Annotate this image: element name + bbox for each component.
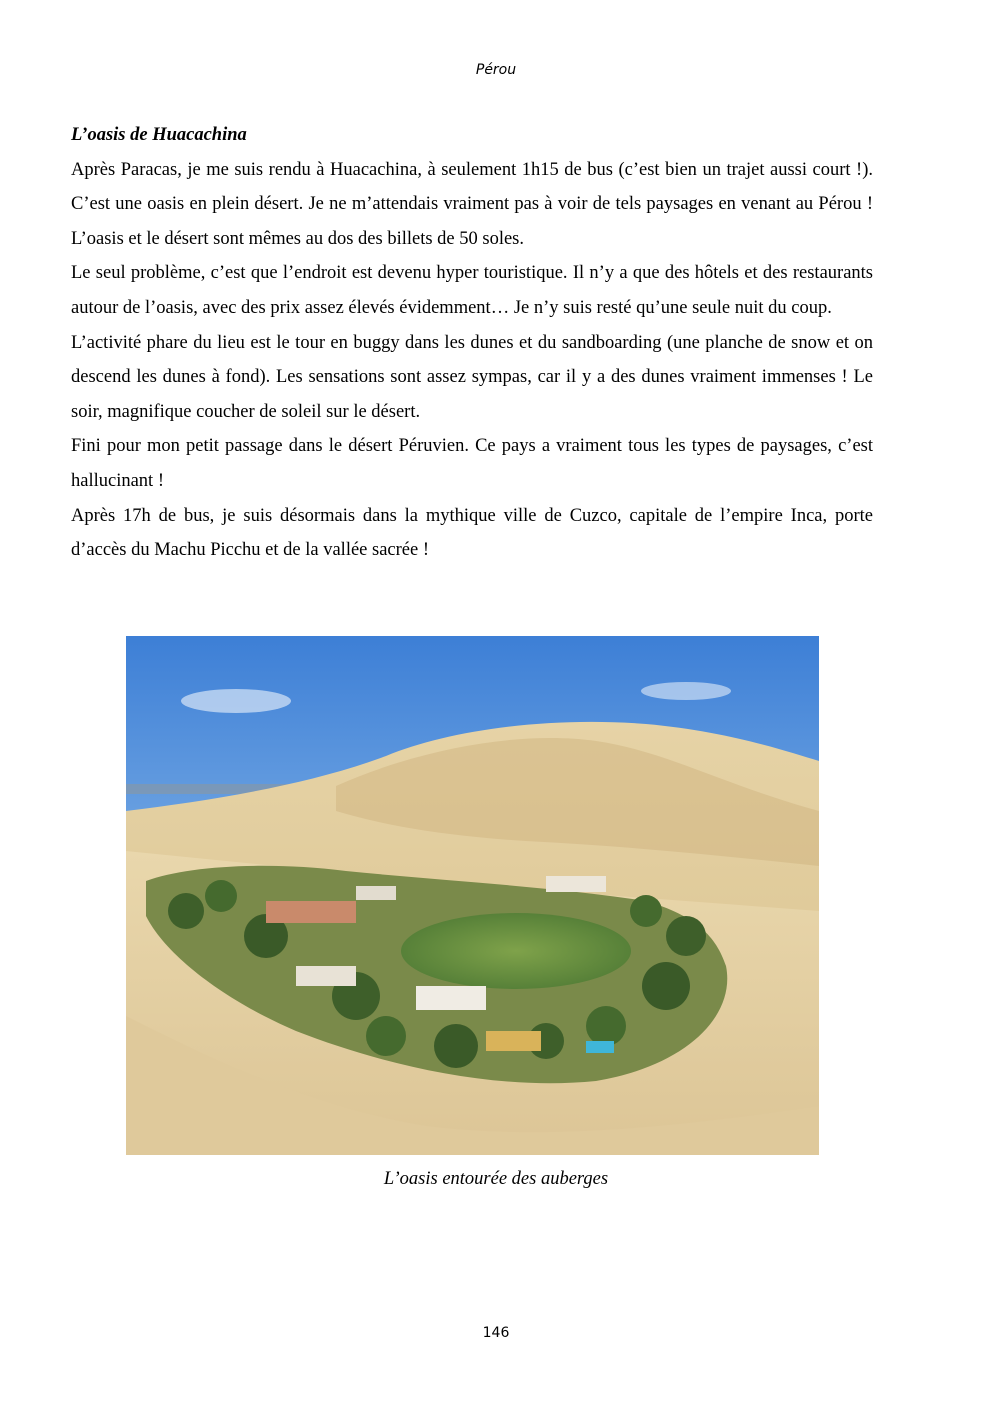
oasis-photo (126, 636, 819, 1155)
paragraph-5: Après 17h de bus, je suis désormais dans la mythique ville de Cuzco, capitale de l’empire Inca, porte d’accès du Machu Picchu et de la vallée sacrée ! (71, 505, 873, 561)
paragraph-1: Après Paracas, je me suis rendu à Huacachina, à seulement 1h15 de bus (c’est bien un trajet aussi court !). C’est une oasis en plein désert. Je ne m’attendais vraiment pas à voir de tels paysages en venant au Pérou ! L’oasis et le désert sont mêmes au dos des billets de 50 soles. (71, 159, 873, 249)
paragraph-4: Fini pour mon petit passage dans le désert Péruvien. Ce pays a vraiment tous les types de paysages, c’est hallucinant ! (71, 436, 873, 491)
paragraph-3: L’activité phare du lieu est le tour en buggy dans les dunes et du sandboarding (une planche de snow et on descend les dunes à fond). Les sensations sont assez sympas, car il y a des dunes vraiment immenses ! Le soir, magnifique coucher de soleil sur le désert. (71, 332, 873, 422)
figure-caption: L’oasis entourée des auberges (383, 1169, 609, 1189)
paragraph-2: Le seul problème, c’est que l’endroit est devenu hyper touristique. Il n’y a que des hôtels et des restaurants autour de l’oasis, avec des prix assez élevés évidemment… Je n’y suis resté qu’une seule nuit du coup. (71, 263, 873, 318)
page-number: 146 (482, 1325, 510, 1341)
running-header: Pérou (475, 62, 517, 78)
article-body (71, 118, 873, 568)
section-heading: L’oasis de Huacachina (71, 125, 247, 145)
